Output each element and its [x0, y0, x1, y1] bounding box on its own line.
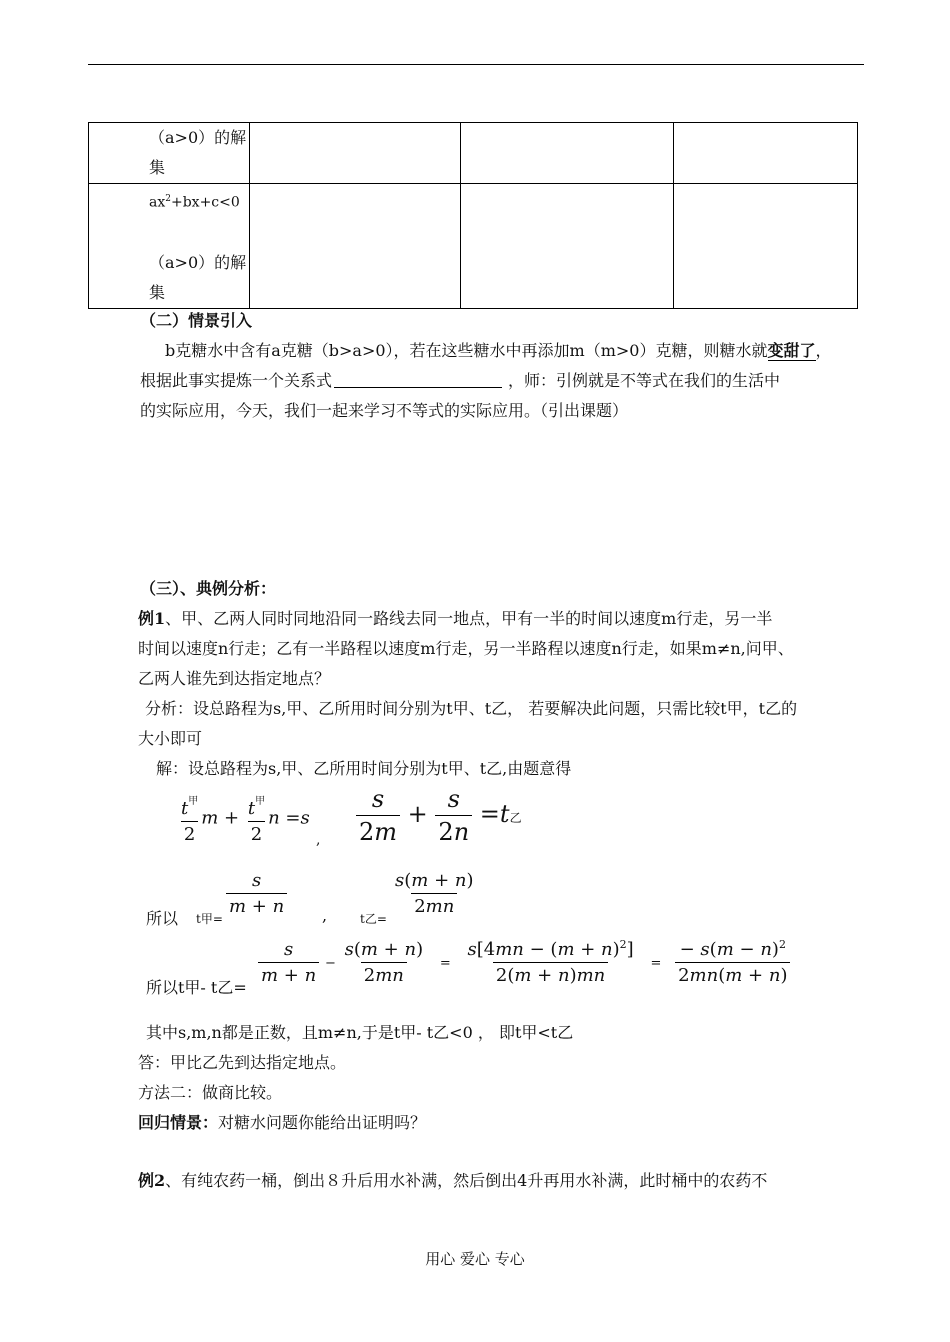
comma: , [322, 906, 328, 925]
table-cell-label: $ax^2+bx+c<0$ （a>0）的解 集 [89, 184, 250, 309]
table-cell-empty [461, 184, 674, 309]
table-cell-empty [250, 123, 461, 184]
table-cell-empty [461, 123, 674, 184]
page-footer: 用心 爱心 专心 [425, 1250, 525, 1268]
example2-line: 例2、有纯农药一桶，倒出８升后用水补满，然后倒出4升再用水补满，此时桶中的农药不 [138, 1171, 768, 1190]
method2-line: 方法二：做商比较。 [138, 1083, 283, 1102]
answer-line: 答：甲比乙先到达指定地点。 [138, 1053, 347, 1072]
t-yi-label: t乙= [360, 912, 387, 926]
conclusion-line: 其中s,m,n都是正数，且m≠n,于是t甲- t乙<0 ， 即t甲<t乙 [146, 1023, 574, 1042]
paragraph-line: 根据此事实提炼一个关系式 ，师：引例就是不等式在我们的生活中 [140, 371, 781, 390]
equation-yi: $\frac{s}{2m}$ + $\frac{s}{2n}$ =t乙 [356, 785, 522, 846]
difference-label: 所以t甲- t乙= [146, 978, 247, 997]
comma: , [316, 832, 321, 848]
fill-blank [334, 371, 502, 388]
paragraph-line: b克糖水中含有a克糖（b>a>0），若在这些糖水中再添加m（m>0）克糖，则糖水就变甜了， [165, 341, 832, 360]
inequality-label: $ax^2+bx+c<0$ [149, 194, 240, 211]
fraction-t-yi: $\frac{s(m + n)}{2mn}$ [395, 870, 474, 917]
section-heading-examples: （三）、典例分析： [140, 579, 277, 598]
table-cell-empty [674, 184, 858, 309]
example1-line: 乙两人谁先到达指定地点？ [138, 669, 331, 688]
section-heading-scenario: （二）情景引入 [140, 311, 253, 330]
so-label: 所以 [146, 909, 179, 928]
table-row [89, 184, 858, 309]
header-rule [88, 64, 864, 65]
solution-line: 解：设总路程为s,甲、乙所用时间分别为t甲、t乙,由题意得 [156, 759, 572, 778]
equation-jia: $\frac{t^甲}{2}$ m + $\frac{t^甲}{2}$ n =s [181, 796, 310, 845]
fraction-t-jia: $\frac{s}{m + n}$ [226, 870, 287, 917]
table-row [89, 123, 858, 184]
solution-set-table [88, 122, 858, 309]
difference-expression: $\frac{s}{m + n}$ − $\frac{s(m + n)}{2mn}$ = $\frac{s[4mn - (m + n)^2]}{2(m + n)mn}$ = $\frac{- s(m - n)^2}{2mn(m + n)}$ [258, 938, 790, 986]
analysis-line: 分析：设总路程为s,甲、乙所用时间分别为t甲、t乙， 若要解决此问题，只需比较t甲，t乙的 [145, 699, 798, 718]
emphasis-text: 变甜了 [767, 341, 816, 360]
back-to-scenario-line: 回归情景：对糖水问题你能给出证明吗？ [138, 1113, 427, 1132]
table-cell-empty [674, 123, 858, 184]
analysis-line: 大小即可 [138, 729, 203, 748]
example1-line: 例1、甲、乙两人同时同地沿同一路线去同一地点，甲有一半的时间以速度m行走，另一半 [138, 609, 773, 628]
t-jia-label: t甲= [196, 912, 223, 926]
paragraph-line: 的实际应用，今天，我们一起来学习不等式的实际应用。（引出课题） [140, 401, 629, 420]
table-cell-label: （a>0）的解 集 [89, 123, 250, 184]
example1-line: 时间以速度n行走；乙有一半路程以速度m行走，另一半路程以速度n行走，如果m≠n,问甲、 [138, 639, 794, 658]
table-cell-empty [250, 184, 461, 309]
